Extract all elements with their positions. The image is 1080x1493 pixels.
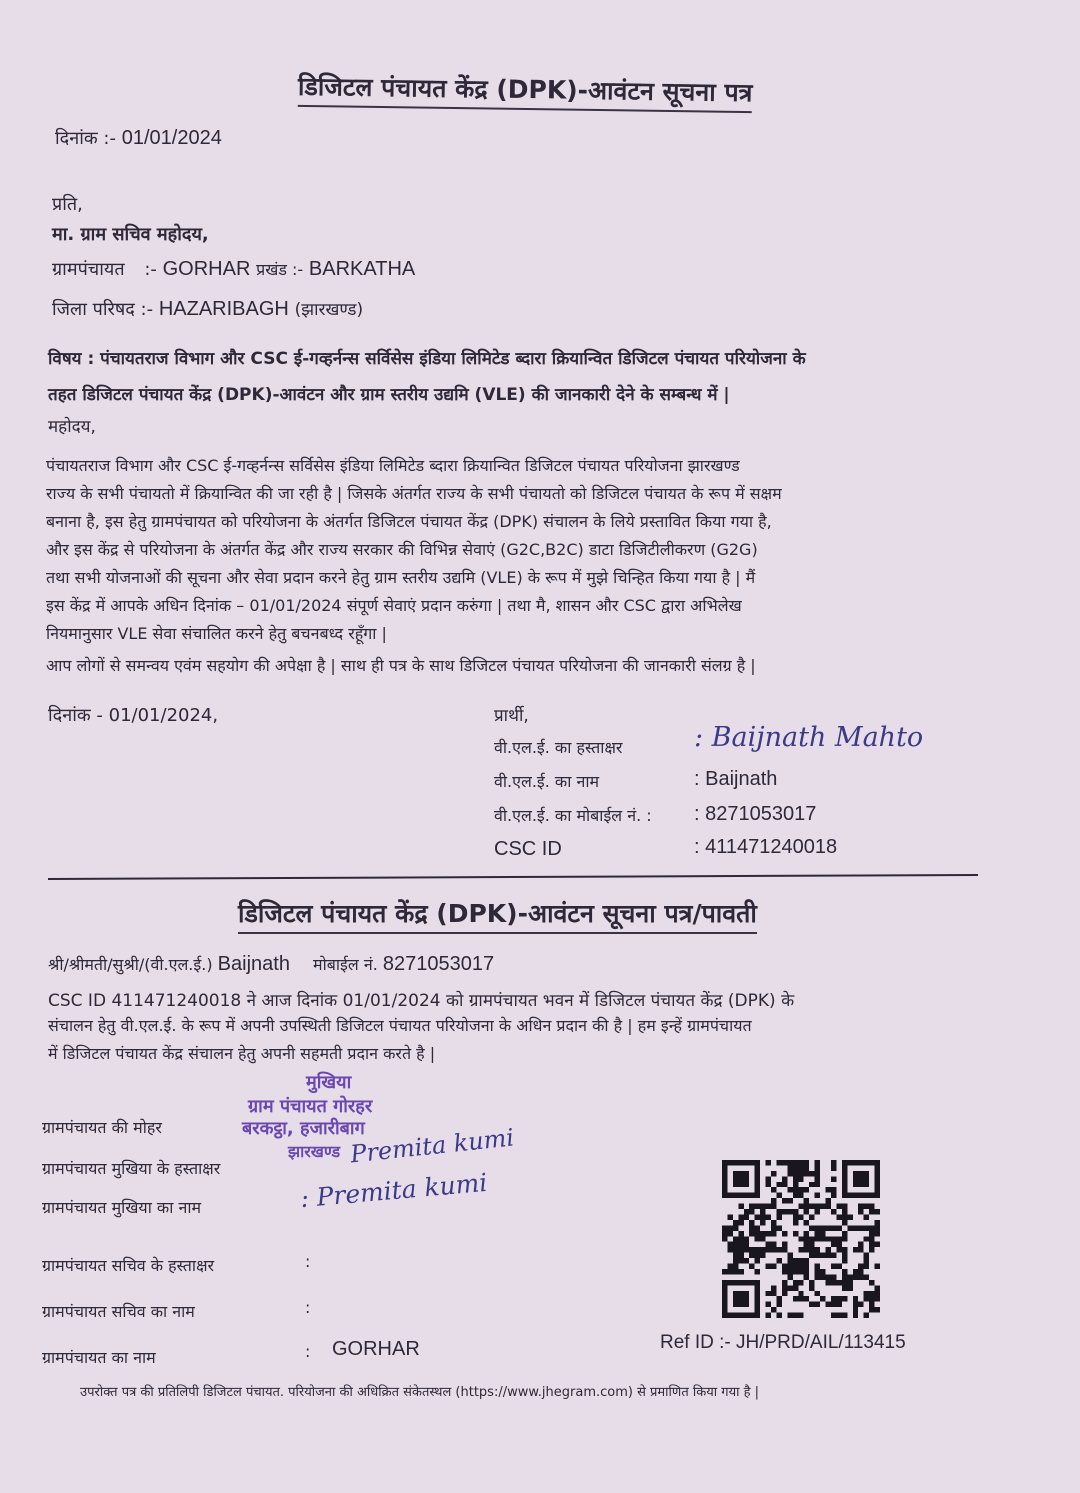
secretary-name-label: ग्रामपंचायत सचिव का नाम bbox=[42, 1302, 195, 1321]
section-divider bbox=[48, 874, 978, 880]
to-label: प्रति, bbox=[52, 194, 83, 215]
body-line-2: राज्य के सभी पंचायतो में क्रियान्वित की जा रही है | जिसके अंतर्गत राज्य के सभी पंचायतो को डिजिटल पंचायत के रूप में सक्षम bbox=[46, 484, 782, 503]
date-label: दिनांक :- bbox=[55, 128, 116, 149]
secretary-name-sep: : bbox=[305, 1298, 311, 1317]
gp-name-value: GORHAR bbox=[332, 1338, 420, 1360]
seal-label: ग्रामपंचायत की मोहर bbox=[42, 1118, 162, 1137]
qr-code bbox=[722, 1160, 880, 1318]
vle-mobile-label: वी.एल.ई. का मोबाईल नं. : bbox=[494, 806, 652, 825]
head-name-signature: : Premita kumi bbox=[299, 1167, 489, 1214]
footer-note: उपरोक्त पत्र की प्रतिलिपी डिजिटल पंचायत. परियोजना की अधिक्रित संकेतस्थल (https://www.jhegram.com) से प्रमाणित किया गया है | bbox=[80, 1385, 760, 1400]
district-line bbox=[52, 297, 363, 321]
receipt-vle-line bbox=[48, 953, 494, 976]
subject-line-1: विषय : पंचायतराज विभाग और CSC ई-गव्हर्नन्स सर्विसेस इंडिया लिमिटेड ब्दारा क्रियान्वित डिजिटल पंचायत परियोजना के bbox=[48, 349, 806, 369]
subject-line-2: तहत डिजिटल पंचायत केंद्र (DPK)-आवंटन और ग्राम स्तरीय उद्यमि (VLE) की जानकारी देने के सम्बन्ध में | bbox=[48, 385, 730, 405]
vle-name-label: वी.एल.ई. का नाम bbox=[494, 772, 600, 791]
secretary-sign-label: ग्रामपंचायत सचिव के हस्ताक्षर bbox=[42, 1256, 215, 1275]
receipt-mobile-label: मोबाईल नं. bbox=[313, 955, 378, 974]
greeting: महोदय, bbox=[48, 417, 96, 437]
stamp-line-2: ग्राम पंचायत गोरहर bbox=[248, 1096, 373, 1117]
body-line-6: इस केंद्र में आपके अधिन दिनांक – 01/01/2024 संपूर्ण सेवाएं प्रदान करुंगा | तथा मै, शासन और CSC द्वारा अभिलेख bbox=[46, 596, 742, 615]
receipt-para-3: में डिजिटल पंचायत केंद्र संचालन हेतु अपनी सहमती प्रदान करते है | bbox=[48, 1044, 436, 1063]
block-label: प्रखंड :- bbox=[256, 260, 304, 279]
receipt-title: डिजिटल पंचायत केंद्र (DPK)-आवंटन सूचना पत्र/पावती bbox=[238, 896, 757, 934]
date-value: 01/01/2024 bbox=[121, 127, 222, 149]
salutation: मा. ग्राम सचिव महोदय, bbox=[52, 224, 209, 245]
head-signature: Premita kumi bbox=[348, 1123, 516, 1169]
applicant-label: प्रार्थी, bbox=[494, 706, 529, 726]
receipt-para-2: संचालन हेतु वी.एल.ई. के रूप में अपनी उपस्थिती डिजिटल पंचायत परियोजना के अधिन प्रदान की है | हम इन्हें ग्रामपंचायत bbox=[48, 1016, 752, 1035]
gp-name-sep: : bbox=[305, 1342, 311, 1361]
vle-prefix: श्री/श्रीमती/सुश्री/(वी.एल.ई.) bbox=[48, 955, 213, 974]
receipt-mobile: 8271053017 bbox=[382, 953, 495, 975]
gp-sep: :- bbox=[144, 259, 157, 280]
vle-sign-label: वी.एल.ई. का हस्ताक्षर bbox=[494, 738, 623, 757]
district-label: जिला परिषद :- bbox=[52, 299, 154, 320]
letter-title: डिजिटल पंचायत केंद्र (DPK)-आवंटन सूचना पत्र bbox=[298, 69, 753, 113]
body-line-4: और इस केंद्र से परियोजना के अंतर्गत केंद्र और राज्य सरकार की विभिन्न सेवाएं (G2C,B2C) डाटा डिजिटीलीकरण (G2G) bbox=[46, 540, 758, 559]
secretary-sign-sep: : bbox=[305, 1252, 311, 1271]
block-value: BARKATHA bbox=[308, 258, 416, 280]
csc-id-value: : 411471240018 bbox=[694, 836, 838, 858]
district-value: HAZARIBAGH bbox=[158, 298, 289, 320]
vle-mobile-value: : 8271053017 bbox=[694, 803, 817, 825]
body-line-5: तथा सभी योजनाओं की सूचना और सेवा प्रदान करने हेतु ग्राम स्तरीय उद्यमि (VLE) के रूप में मुझे चिन्हित किया गया है | मैं bbox=[46, 568, 756, 587]
receipt-para-1: CSC ID 411471240018 ने आज दिनांक 01/01/2024 को ग्रामपंचायत भवन में डिजिटल पंचायत केंद्र (DPK) के bbox=[48, 991, 795, 1011]
stamp-line-4: झारखण्ड bbox=[288, 1142, 341, 1161]
body-line-3: बनाना है, इस हेतु ग्रामपंचायत को परियोजना के अंतर्गत डिजिटल पंचायत केंद्र (DPK) संचालन के लिये प्रस्तावित किया गया है, bbox=[46, 512, 772, 531]
letter-date bbox=[55, 126, 222, 150]
gp-label: ग्रामपंचायत bbox=[52, 259, 125, 280]
body-line-1: पंचायतराज विभाग और CSC ई-गव्हर्नन्स सर्विसेस इंडिया लिमिटेड ब्दारा क्रियान्वित डिजिटल पंचायत परियोजना झारखण्ड bbox=[46, 456, 740, 475]
gp-value: GORHAR bbox=[162, 258, 251, 280]
head-name-label: ग्रामपंचायत मुखिया का नाम bbox=[42, 1198, 202, 1217]
body-line-8: आप लोगों से समन्वय एवंम सहयोग की अपेक्षा है | साथ ही पत्र के साथ डिजिटल पंचायत परियोजना की जानकारी संलग्र है | bbox=[46, 656, 756, 675]
gp-line bbox=[52, 257, 415, 281]
sign-date: दिनांक - 01/01/2024, bbox=[48, 705, 219, 726]
stamp-line-3: बरकट्ठा, हजारीबाग bbox=[242, 1118, 365, 1139]
vle-signature: : Baijnath Mahto bbox=[694, 722, 924, 753]
head-sign-label: ग्रामपंचायत मुखिया के हस्ताक्षर bbox=[42, 1159, 221, 1178]
state-label: (झारखण्ड) bbox=[294, 300, 364, 320]
receipt-vle-name: Baijnath bbox=[217, 953, 290, 975]
gp-name-label: ग्रामपंचायत का नाम bbox=[42, 1348, 156, 1367]
stamp-line-1: मुखिया bbox=[306, 1072, 352, 1093]
vle-name-value: : Baijnath bbox=[694, 768, 778, 790]
ref-id: Ref ID :- JH/PRD/AIL/113415 bbox=[660, 1332, 906, 1353]
body-line-7: नियमानुसार VLE सेवा संचालित करने हेतु बचनबध्द रहूँगा | bbox=[46, 624, 387, 643]
csc-id-label: CSC ID bbox=[494, 838, 562, 860]
